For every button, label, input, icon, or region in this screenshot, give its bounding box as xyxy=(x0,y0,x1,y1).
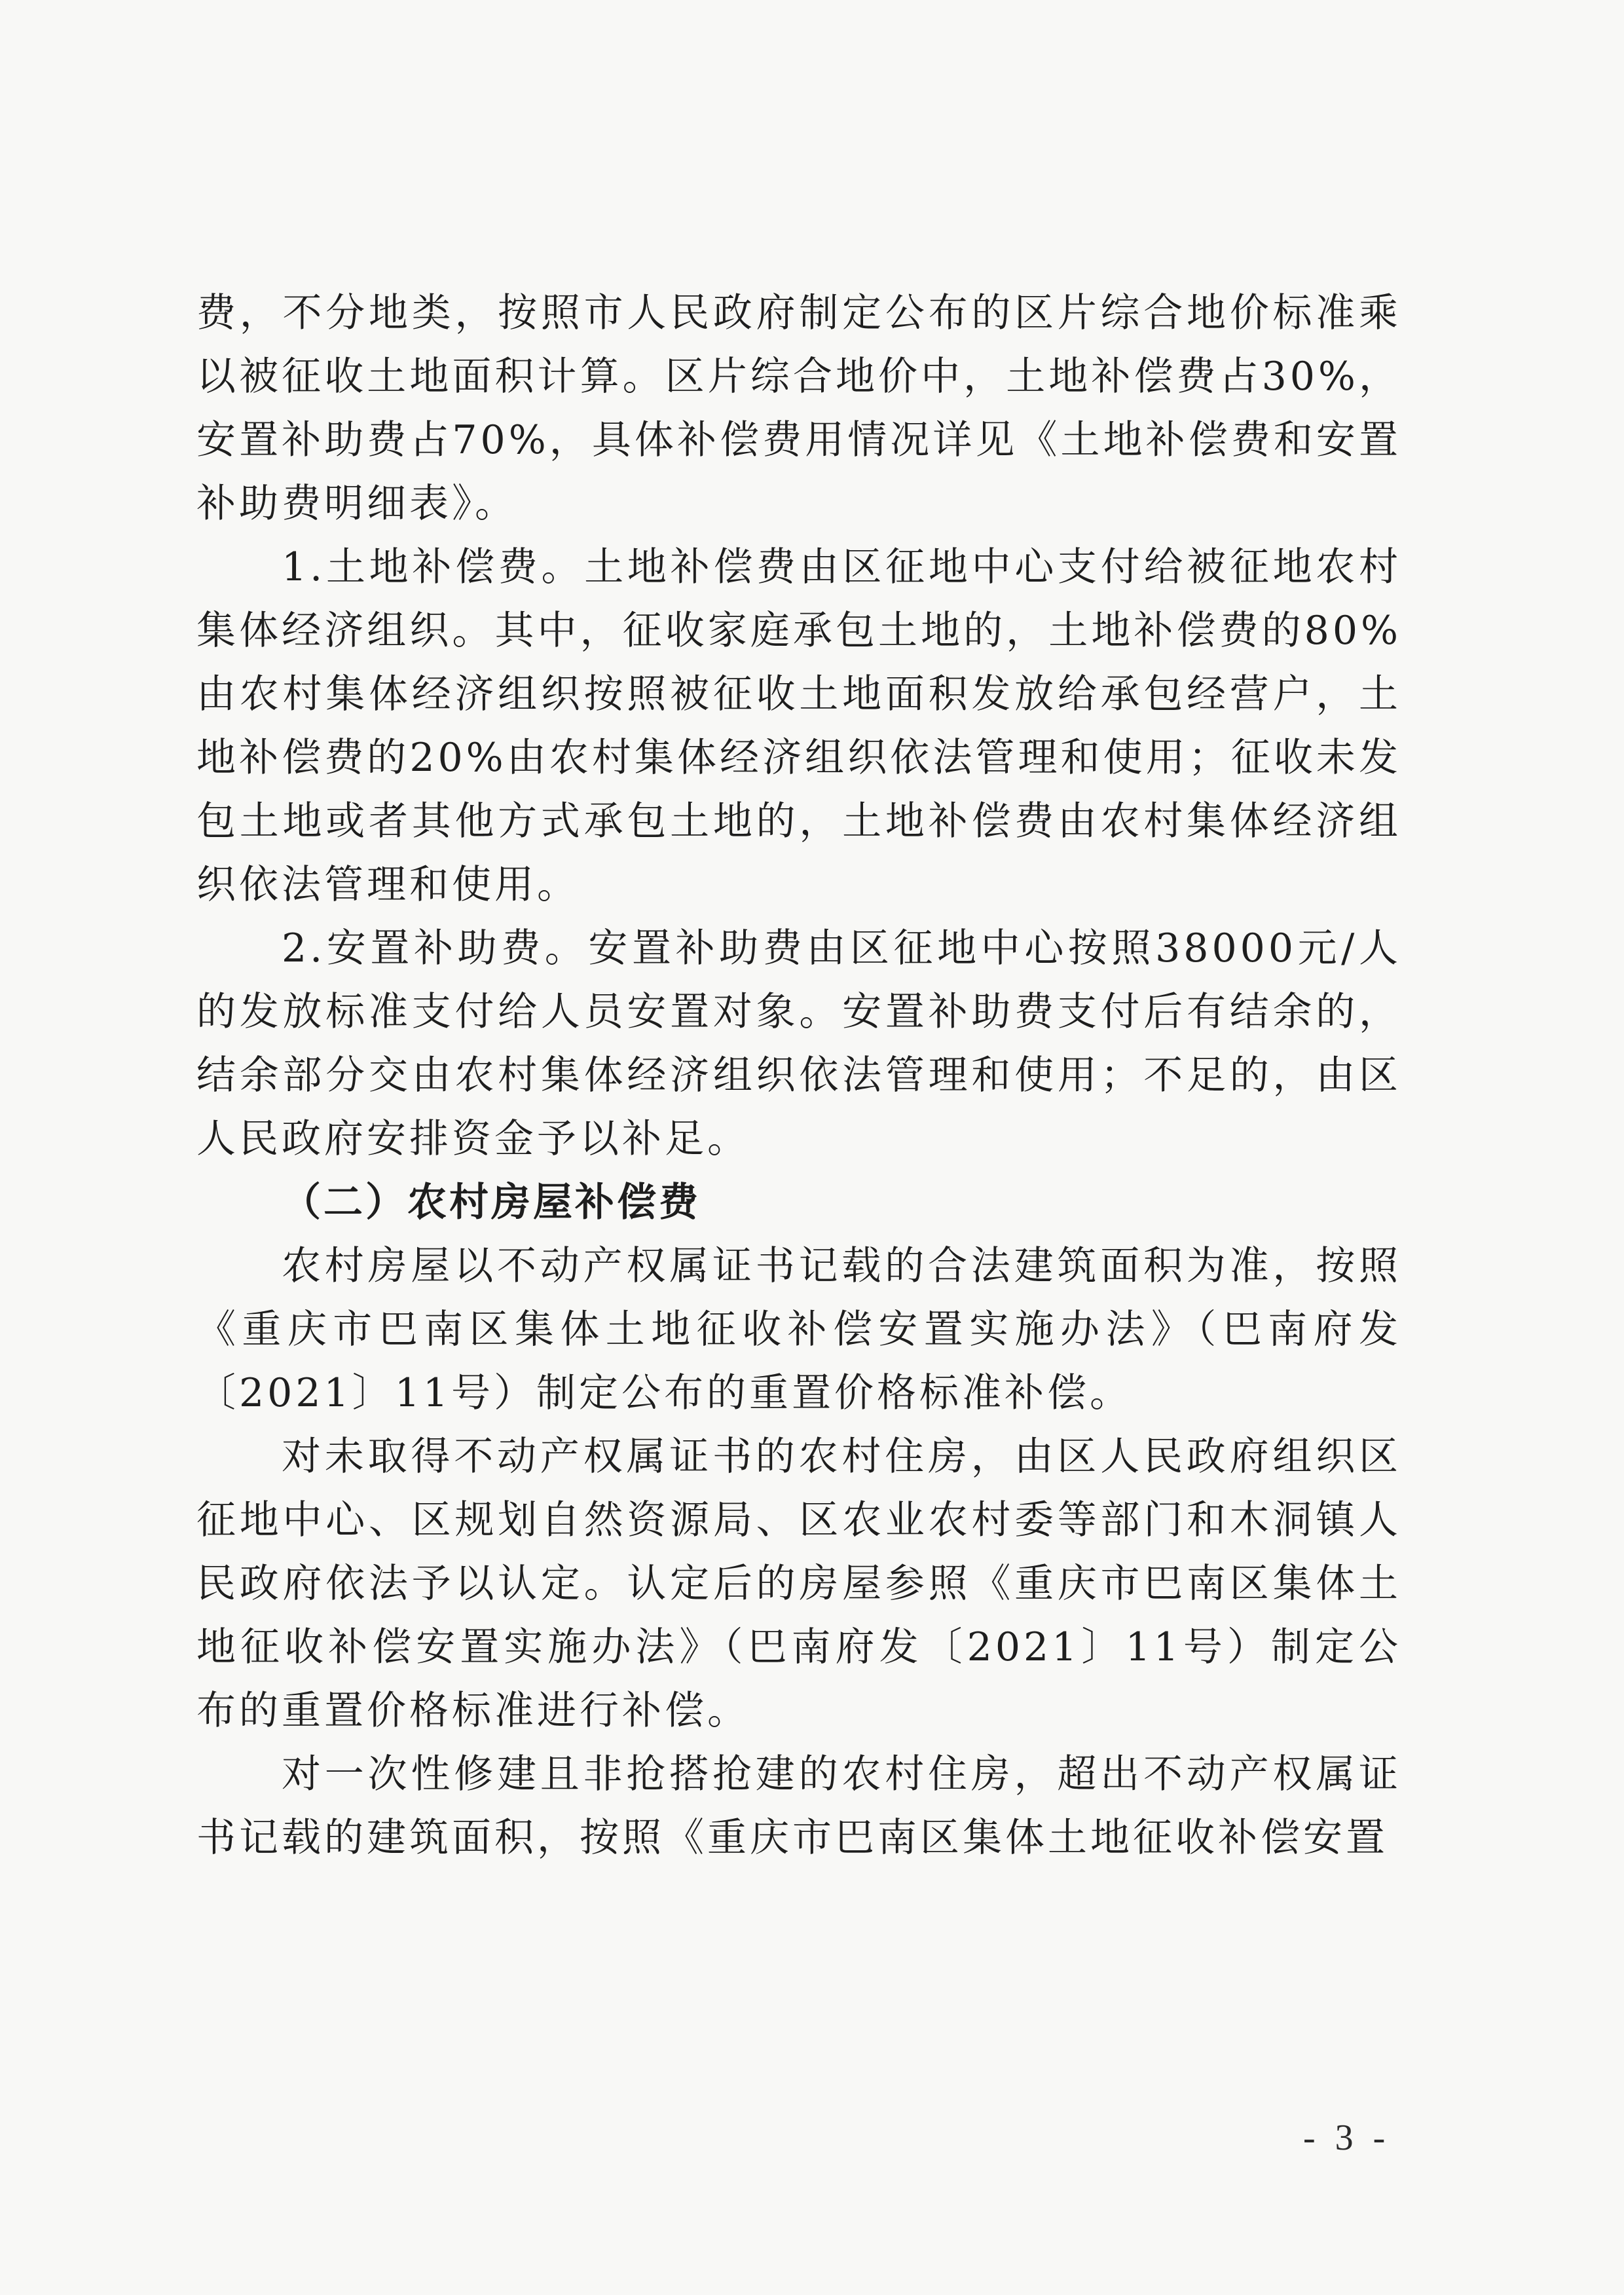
paragraph-land-compensation-intro: 费，不分地类，按照市人民政府制定公布的区片综合地价标准乘以被征收土地面积计算。区片综合地价中，土地补偿费占30%，安置补助费占70%，具体补偿费用情况详见《土地补偿费和安置补助费明细表》。 xyxy=(196,290,1401,527)
paragraph-rural-housing-excess-area: 对一次性修建且非抢搭抢建的农村住房，超出不动产权属证书记载的建筑面积，按照《重庆市巴南区集体土地征收补偿安置 xyxy=(196,1751,1401,1861)
paragraph-resettlement-subsidy: 2.安置补助费。安置补助费由区征地中心按照38000元/人的发放标准支付给人员安置对象。安置补助费支付后有结余的，结余部分交由农村集体经济组织依法管理和使用；不足的，由区人民政府安排资金予以补足。 xyxy=(196,925,1401,1162)
page-number: - 3 - xyxy=(1303,2118,1391,2158)
paragraph-land-compensation-fee: 1.土地补偿费。土地补偿费由区征地中心支付给被征地农村集体经济组织。其中，征收家庭承包土地的，土地补偿费的80%由农村集体经济组织按照被征收土地面积发放给承包经营户，土地补偿费的20%由农村集体经济组织依法管理和使用；征收未发包土地或者其他方式承包土地的，土地补偿费由农村集体经济组织依法管理和使用。 xyxy=(196,544,1401,908)
paragraph-rural-housing-uncertified: 对未取得不动产权属证书的农村住房，由区人民政府组织区征地中心、区规划自然资源局、区农业农村委等部门和木洞镇人民政府依法予以认定。认定后的房屋参照《重庆市巴南区集体土地征收补偿安置实施办法》（巴南府发〔2021〕11号）制定公布的重置价格标准进行补偿。 xyxy=(196,1434,1401,1734)
body-text xyxy=(196,282,1401,1870)
paragraph-rural-housing-certified: 农村房屋以不动产权属证书记载的合法建筑面积为准，按照《重庆市巴南区集体土地征收补偿安置实施办法》（巴南府发〔2021〕11号）制定公布的重置价格标准补偿。 xyxy=(196,1243,1401,1416)
section-heading-rural-housing: （二）农村房屋补偿费 xyxy=(282,1180,701,1225)
